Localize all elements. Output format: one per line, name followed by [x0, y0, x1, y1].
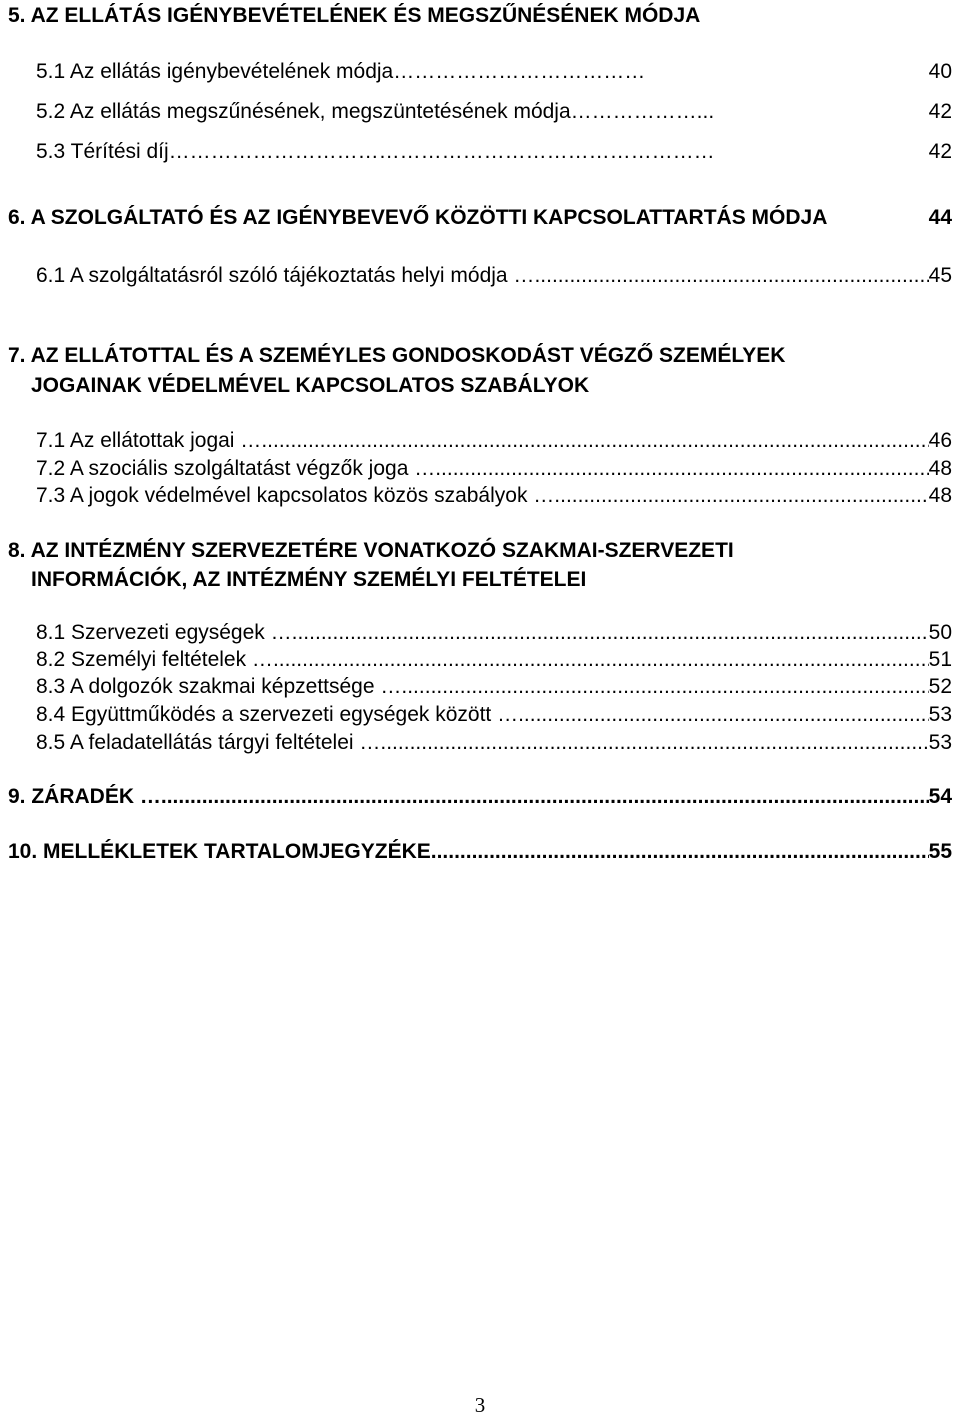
- toc-entry-6-1[interactable]: [36, 263, 952, 289]
- toc-entry-8-4[interactable]: [36, 702, 952, 728]
- toc-entry-8-2[interactable]: [36, 647, 952, 673]
- toc-entry-label: 8.1 Szervezeti egységek …: [36, 621, 292, 644]
- toc-entry-page: 42: [928, 100, 952, 123]
- toc-section-5-title: 5. AZ ELLÁTÁS IGÉNYBEVÉTELÉNEK ÉS MEGSZŰNÉSÉNEK MÓDJA: [8, 4, 701, 27]
- toc-entry-5-1[interactable]: [36, 59, 952, 85]
- toc-entry-page: 52: [928, 675, 952, 698]
- toc-entry-label: 8.3 A dolgozók szakmai képzettsége …: [36, 675, 402, 698]
- toc-entry-page: 48: [928, 484, 952, 507]
- toc-entry-page: 42: [928, 140, 952, 163]
- toc-entry-7-1[interactable]: [36, 428, 952, 454]
- dot-leader: [401, 674, 928, 700]
- toc-entry-5-3[interactable]: [36, 139, 952, 165]
- toc-section-6-title[interactable]: [8, 205, 952, 231]
- toc-entry-page: 53: [928, 703, 952, 726]
- toc-entry-5-2[interactable]: [36, 99, 952, 125]
- toc-entry-page: 45: [928, 264, 952, 287]
- toc-entry-page: 55: [928, 840, 952, 863]
- toc-entry-page: 51: [928, 648, 952, 671]
- toc-section-7-title-line1: 7. AZ ELLÁTOTTAL ÉS A SZEMÉYLES GONDOSKODÁST VÉGZŐ SZEMÉLYEK: [8, 344, 786, 367]
- toc-entry-7-2[interactable]: [36, 456, 952, 482]
- toc-entry-page: 53: [928, 731, 952, 754]
- toc-entry-label: 7.3 A jogok védelmével kapcsolatos közös szabályok …: [36, 484, 555, 507]
- dot-leader: [431, 839, 929, 865]
- toc-entry-7-3[interactable]: [36, 483, 952, 509]
- dot-leader: [435, 456, 928, 482]
- dot-leader: [554, 483, 928, 509]
- page-number: 3: [474, 1393, 486, 1417]
- toc-entry-label: 7.2 A szociális szolgáltatást végzők joga …: [36, 457, 436, 480]
- dot-leader: [161, 784, 929, 810]
- dot-leader: [380, 730, 928, 756]
- dot-leader: [534, 263, 928, 289]
- toc-section-8-title-line1: 8. AZ INTÉZMÉNY SZERVEZETÉRE VONATKOZÓ SZAKMAI-SZERVEZETI: [8, 539, 734, 562]
- toc-entry-label: 7.1 Az ellátottak jogai …: [36, 429, 262, 452]
- dot-leader: [261, 428, 928, 454]
- toc-entry-label: 8.2 Személyi feltételek …: [36, 648, 273, 671]
- toc-entry-label: 8.4 Együttműködés a szervezeti egységek között …: [36, 703, 519, 726]
- toc-entry-page: 50: [928, 621, 952, 644]
- toc-section-9[interactable]: [8, 784, 952, 810]
- toc-entry-label: 6.1 A szolgáltatásról szóló tájékoztatás helyi módja …: [36, 264, 535, 287]
- toc-entry-8-3[interactable]: [36, 674, 952, 700]
- toc-section-8-title-line2: INFORMÁCIÓK, AZ INTÉZMÉNY SZEMÉLYI FELTÉTELEI: [31, 568, 587, 591]
- toc-entry-label: 10. MELLÉKLETEK TARTALOMJEGYZÉKE: [8, 840, 431, 863]
- toc-section-7-title-line2: JOGAINAK VÉDELMÉVEL KAPCSOLATOS SZABÁLYOK: [31, 374, 590, 397]
- toc-entry-page: 48: [928, 457, 952, 480]
- toc-entry-page: 40: [928, 60, 952, 83]
- toc-entry-page: 44: [928, 206, 952, 229]
- toc-entry-label: 5.2 Az ellátás megszűnésének, megszüntetésének módja………………...: [36, 100, 715, 123]
- toc-entry-label: 9. ZÁRADÉK …: [8, 785, 161, 808]
- toc-section-10[interactable]: [8, 839, 952, 865]
- toc-entry-label: 6. A SZOLGÁLTATÓ ÉS AZ IGÉNYBEVEVŐ KÖZÖTTI KAPCSOLATTARTÁS MÓDJA: [8, 206, 828, 229]
- toc-entry-8-5[interactable]: [36, 730, 952, 756]
- toc-entry-label: 5.3 Térítési díj……………………………………………………………………: [36, 140, 715, 163]
- toc-entry-label: 8.5 A feladatellátás tárgyi feltételei …: [36, 731, 381, 754]
- toc-entry-8-1[interactable]: [36, 620, 952, 646]
- dot-leader: [292, 620, 929, 646]
- toc-entry-page: 46: [928, 429, 952, 452]
- toc-entry-page: 54: [928, 785, 952, 808]
- toc-entry-label: 5.1 Az ellátás igénybevételének módja………………………………: [36, 60, 646, 83]
- dot-leader: [518, 702, 929, 728]
- dot-leader: [273, 647, 929, 673]
